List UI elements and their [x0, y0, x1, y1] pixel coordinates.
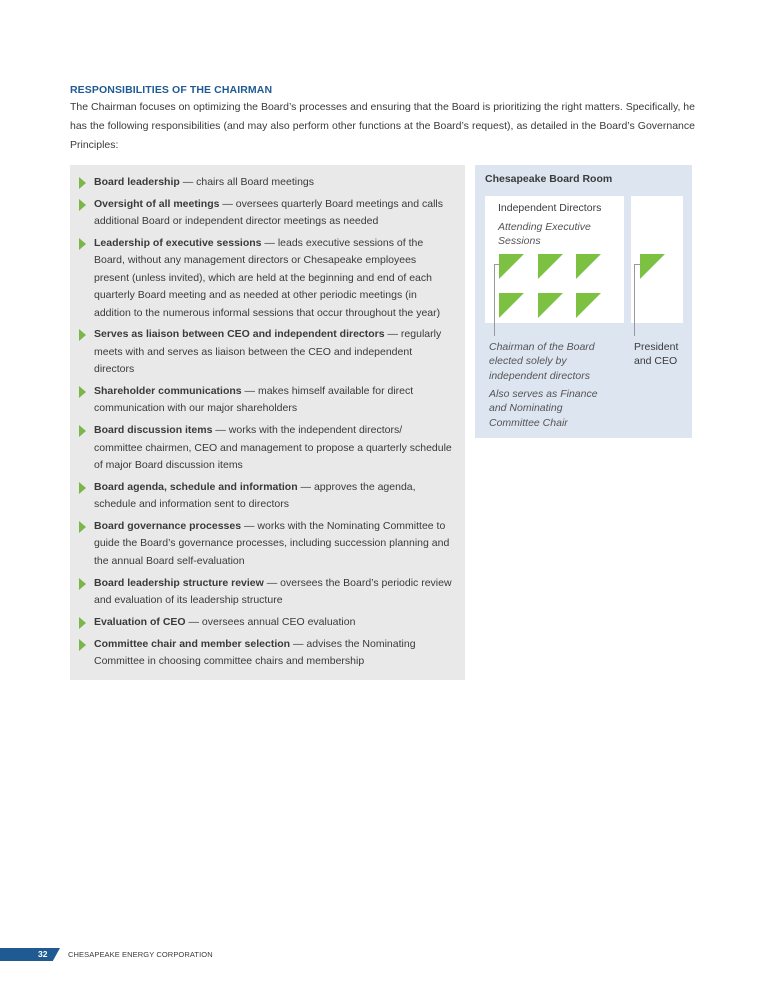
independent-directors-panel [485, 196, 624, 323]
attending-sessions-label: Attending Executive Sessions [498, 221, 591, 247]
responsibility-item [70, 614, 465, 631]
director-icon [576, 254, 601, 279]
responsibility-description: — approves the agenda, schedule and information sent to directors [94, 480, 416, 511]
director-icon [576, 293, 601, 318]
responsibility-item [70, 196, 465, 231]
chairman-connector [494, 264, 500, 336]
responsibility-description: — oversees the Board’s periodic review and evaluation of its leadership structure [94, 576, 452, 607]
arrow-bullet-icon [79, 329, 86, 341]
board-room-title: Chesapeake Board Room [485, 173, 613, 185]
director-icon [499, 254, 524, 279]
director-icon [538, 254, 563, 279]
responsibility-item [70, 326, 465, 378]
responsibility-description: — works with the independent directors/ committee chairmen, CEO and management to propose a quarterly schedule of major Board discussion items [94, 424, 452, 472]
responsibility-item [70, 422, 465, 474]
responsibility-item [70, 383, 465, 418]
responsibilities-list [70, 174, 465, 675]
responsibility-description: — makes himself available for direct communication with our major shareholders [94, 385, 414, 415]
responsibility-term: Board leadership structure review [94, 576, 264, 589]
responsibility-item [70, 518, 465, 570]
responsibility-item [70, 174, 465, 191]
responsibility-description: — leads executive sessions of the Board, without any management directors or Chesapeake employees present (unless invited), which are held at the beginning and end of each quarterly Board meeting and as needed at other periodic meetings (in addition to the numerous informal sessions that occur throughout the year) [94, 237, 441, 319]
responsibility-term: Board governance processes [94, 520, 242, 533]
responsibility-description: — regularly meets with and serves as liaison between the CEO and independent directors [94, 328, 442, 376]
arrow-bullet-icon [79, 639, 86, 651]
intro-paragraph: The Chairman focuses on optimizing the Board’s processes and ensuring that the Board is prioritizing the right matters. Specifically, he has the following responsibilities (and may also perform other functions at the Board’s request), as detailed in the Board’s Governance Principles: [70, 101, 695, 151]
responsibility-item [70, 575, 465, 610]
footer-page-tab [0, 948, 60, 961]
page-number: 32 [38, 949, 48, 959]
responsibility-item [70, 636, 465, 671]
section-heading: RESPONSIBILITIES OF THE CHAIRMAN [70, 84, 273, 96]
arrow-bullet-icon [79, 521, 86, 533]
responsibility-description: — chairs all Board meetings [179, 176, 315, 188]
responsibility-term: Shareholder communications [94, 385, 242, 398]
responsibility-item [70, 479, 465, 514]
arrow-bullet-icon [79, 617, 86, 629]
president-ceo-label: President and CEO [634, 341, 679, 368]
responsibility-term: Board agenda, schedule and information [94, 480, 298, 493]
responsibility-description: — oversees quarterly Board meetings and calls additional Board or independent director meetings as needed [94, 197, 443, 228]
independent-directors-title: Independent Directors [498, 202, 602, 214]
director-icon [499, 293, 524, 318]
responsibility-description: — oversees annual CEO evaluation [185, 615, 356, 628]
ceo-connector [634, 264, 640, 336]
arrow-bullet-icon [79, 425, 86, 437]
responsibility-term: Board discussion items [94, 424, 213, 437]
board-room-panel [475, 165, 692, 438]
responsibility-description: — advises the Nominating Committee in choosing committee chairs and membership [94, 637, 416, 668]
arrow-bullet-icon [79, 177, 86, 189]
arrow-bullet-icon [79, 482, 86, 494]
responsibility-term: Leadership of executive sessions [94, 237, 262, 249]
committee-chair-label: Also serves as Finance and Nominating Committee Chair [489, 388, 598, 429]
arrow-bullet-icon [79, 199, 86, 211]
ceo-icon [640, 254, 665, 279]
director-icon [538, 293, 563, 318]
responsibility-term: Board leadership [94, 176, 180, 188]
responsibility-term: Evaluation of CEO [94, 615, 186, 628]
responsibility-item [70, 235, 465, 322]
chairman-label: Chairman of the Board elected solely by independent directors [489, 341, 595, 382]
arrow-bullet-icon [79, 578, 86, 590]
footer-company-name: CHESAPEAKE ENERGY CORPORATION [68, 950, 213, 959]
responsibility-term: Serves as liaison between CEO and independent directors [94, 328, 385, 341]
arrow-bullet-icon [79, 386, 86, 398]
responsibility-term: Oversight of all meetings [94, 197, 220, 210]
arrow-bullet-icon [79, 238, 86, 250]
responsibility-term: Committee chair and member selection [94, 637, 291, 650]
responsibility-description: — works with the Nominating Committee to guide the Board’s governance processes, including succession planning and the annual Board self-evaluation [94, 520, 450, 567]
responsibilities-panel [70, 165, 465, 680]
